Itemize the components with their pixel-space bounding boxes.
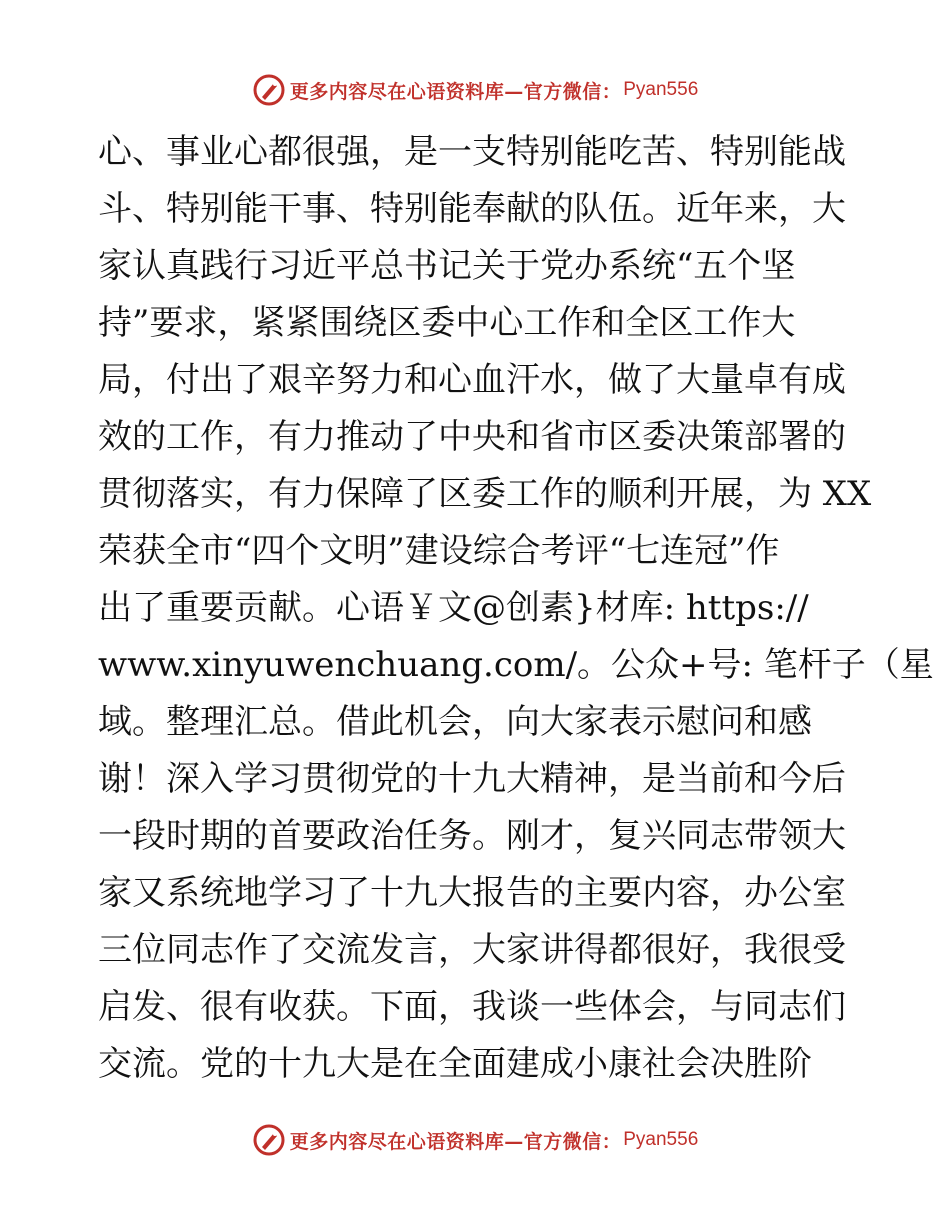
- text-line: www.xinyuwenchuang.com/。公众+号: 笔杆子（星: [98, 645, 934, 685]
- text-line: 家认真践行习近平总书记关于党办系统“五个坚: [98, 246, 796, 286]
- pen-nib-logo-icon: [252, 1123, 286, 1157]
- text-line: 荣获全市“四个文明”建设综合考评“七连冠”作: [98, 531, 780, 571]
- text-line: 三位同志作了交流发言，大家讲得都很好，我很受: [98, 930, 846, 970]
- header-banner: [0, 70, 950, 110]
- footer-banner-text: 更多内容尽在心语资料库—官方微信：: [289, 1130, 622, 1153]
- header-banner-text: 更多内容尽在心语资料库—官方微信：: [289, 80, 622, 103]
- text-line: 一段时期的首要政治任务。刚才，复兴同志带领大: [98, 816, 846, 856]
- header-banner-contact: Pyan556: [623, 79, 699, 100]
- document-body: [98, 124, 934, 1093]
- text-line: 家又系统地学习了十九大报告的主要内容，办公室: [98, 873, 846, 913]
- text-line: 斗、特别能干事、特别能奉献的队伍。近年来，大: [98, 189, 846, 229]
- text-line: 持”要求，紧紧围绕区委中心工作和全区工作大: [98, 303, 796, 343]
- text-line: 谢！深入学习贯彻党的十九大精神，是当前和今后: [98, 759, 846, 799]
- footer-banner-contact: Pyan556: [623, 1129, 699, 1150]
- text-line: 局，付出了艰辛努力和心血汗水，做了大量卓有成: [98, 360, 846, 400]
- text-line: 效的工作，有力推动了中央和省市区委决策部署的: [98, 417, 846, 457]
- text-line: 域。整理汇总。借此机会，向大家表示慰问和感: [98, 702, 812, 742]
- text-line: 心、事业心都很强，是一支特别能吃苦、特别能战: [98, 132, 846, 172]
- pen-nib-logo-icon: [252, 73, 286, 107]
- text-line: 贯彻落实，有力保障了区委工作的顺利开展，为 XX: [98, 474, 872, 514]
- text-line: 交流。党的十九大是在全面建成小康社会决胜阶: [98, 1044, 812, 1084]
- text-line: 出了重要贡献。心语￥文@创素}材库: https://: [98, 588, 809, 628]
- text-line: 启发、很有收获。下面，我谈一些体会，与同志们: [98, 987, 846, 1027]
- footer-banner: [0, 1120, 950, 1160]
